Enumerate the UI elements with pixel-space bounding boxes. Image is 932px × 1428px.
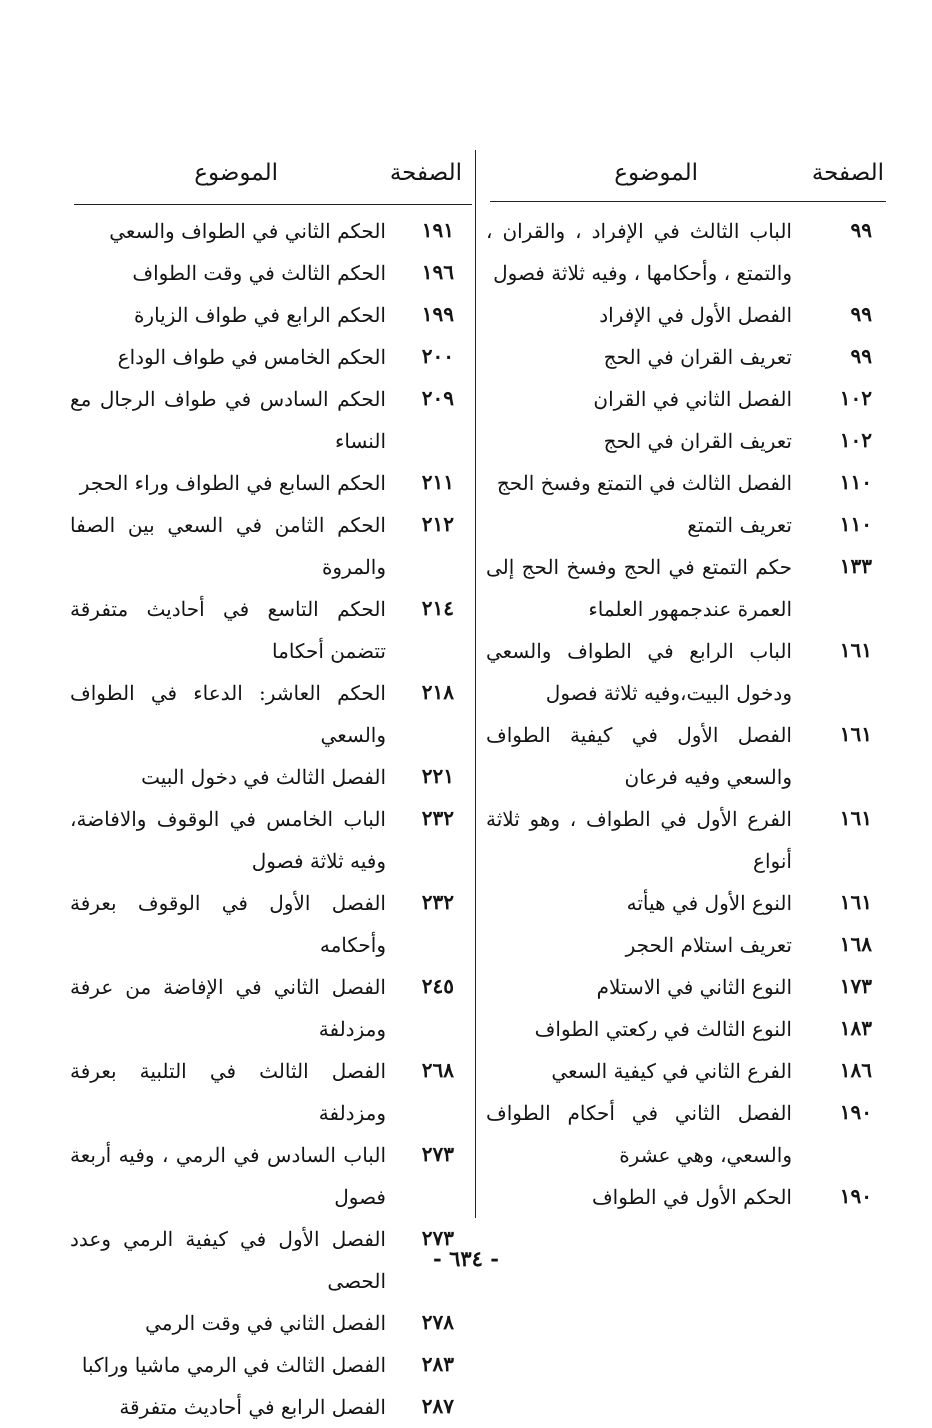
toc-entry: [70, 798, 470, 882]
toc-entry: [70, 462, 470, 504]
entry-topic: الفصل الثالث في الرمي ماشيا وراكبا: [81, 1353, 386, 1377]
entry-topic: الحكم الأول في الطواف: [591, 1185, 792, 1209]
toc-entry: [70, 294, 470, 336]
toc-entry: [70, 1134, 470, 1218]
entry-topic: الباب الثالث في الإفراد ، والقران ، والتمتع ، وأحكامها ، وفيه ثلاثة فصول: [486, 219, 792, 285]
toc-entry: [486, 420, 886, 462]
entry-page-number: ٢٧٣: [421, 1142, 454, 1166]
entry-page-number: ١٠٢: [839, 428, 872, 452]
right-header-rule: [490, 201, 886, 202]
toc-entry: [70, 588, 470, 672]
left-topic-header: الموضوع: [194, 160, 278, 186]
toc-entry: [70, 1050, 470, 1134]
toc-entry: [70, 1344, 470, 1386]
entry-topic: النوع الثاني في الاستلام: [596, 975, 792, 999]
entry-topic: تعريف استلام الحجر: [625, 933, 792, 957]
entry-page-number: ١٨٣: [839, 1016, 872, 1040]
entry-page-number: ٩٩: [850, 344, 872, 368]
entry-page-number: ٢٤٥: [421, 974, 454, 998]
entry-page-number: ٢٣٢: [421, 890, 454, 914]
entry-topic: الحكم الرابع في طواف الزيارة: [133, 303, 386, 327]
entry-page-number: ١٦٨: [839, 932, 872, 956]
entry-topic: الفصل الثالث في التلبية بعرفة ومزدلفة: [70, 1059, 386, 1125]
toc-entry: [486, 714, 886, 798]
column-divider: [475, 150, 476, 1218]
entry-page-number: ٩٩: [850, 218, 872, 242]
entry-page-number: ٢١٨: [421, 680, 454, 704]
entry-topic: الباب السادس في الرمي ، وفيه أربعة فصول: [70, 1143, 386, 1209]
entry-topic: الفصل الثالث في دخول البيت: [141, 765, 386, 789]
entry-page-number: ٢٣٢: [421, 806, 454, 830]
entry-page-number: ١٠٢: [839, 386, 872, 410]
entry-page-number: ١٦١: [839, 638, 872, 662]
entry-page-number: ٢٧٨: [421, 1310, 454, 1334]
right-page-header: الصفحة: [811, 160, 884, 186]
entry-page-number: ٢١٤: [421, 596, 454, 620]
entry-topic: الفصل الرابع في أحاديث متفرقة: [119, 1395, 386, 1419]
entry-topic: تعريف التمتع: [687, 513, 792, 537]
entry-page-number: ١٣٣: [839, 554, 872, 578]
entry-page-number: ١٩١: [421, 218, 454, 242]
entry-topic: الحكم الثاني في الطواف والسعي: [109, 219, 386, 243]
toc-entry: [70, 336, 470, 378]
entry-page-number: ٢٨٧: [421, 1394, 454, 1418]
entry-topic: الباب الرابع في الطواف والسعي ودخول البيت،وفيه ثلاثة فصول: [486, 639, 792, 705]
toc-entry: [486, 1008, 886, 1050]
toc-entry: [70, 210, 470, 252]
entry-topic: تعريف القران في الحج: [603, 345, 792, 369]
entry-page-number: ٢٧٣: [421, 1226, 454, 1250]
entry-topic: الفصل الأول في كيفية الطواف والسعي وفيه فرعان: [486, 723, 792, 789]
entry-page-number: ١١٠: [839, 512, 872, 536]
entry-topic: الحكم السابع في الطواف وراء الحجر: [79, 471, 386, 495]
toc-entry: [486, 210, 886, 294]
entry-topic: الباب الخامس في الوقوف والافاضة، وفيه ثلاثة فصول: [70, 807, 386, 873]
entry-topic: الحكم العاشر: الدعاء في الطواف والسعي: [70, 681, 386, 747]
toc-entry: [486, 294, 886, 336]
entry-topic: حكم التمتع في الحج وفسخ الحج إلى العمرة عندجمهور العلماء: [486, 555, 792, 621]
toc-entry: [486, 462, 886, 504]
toc-entry: [70, 378, 470, 462]
entry-page-number: ٢٦٨: [421, 1058, 454, 1082]
entry-page-number: ٩٩: [850, 302, 872, 326]
toc-entry: [70, 504, 470, 588]
left-page-header: الصفحة: [389, 160, 462, 186]
entry-page-number: ٢١١: [421, 470, 454, 494]
entry-page-number: ١٦١: [839, 722, 872, 746]
entry-topic: الفصل الثاني في وقت الرمي: [145, 1311, 386, 1335]
toc-entry: [486, 378, 886, 420]
entry-page-number: ١٦١: [839, 806, 872, 830]
toc-entry: [486, 630, 886, 714]
entry-topic: النوع الأول في هيأته: [626, 891, 792, 915]
entry-page-number: ١٩٩: [421, 302, 454, 326]
entry-topic: الفرع الأول في الطواف ، وهو ثلاثة أنواع: [486, 807, 792, 873]
entry-topic: تعريف القران في الحج: [603, 429, 792, 453]
toc-entry: [486, 882, 886, 924]
entry-topic: الفصل الثاني في الإفاضة من عرفة ومزدلفة: [70, 975, 386, 1041]
entry-topic: الفصل الثالث في التمتع وفسخ الحج: [496, 471, 792, 495]
right-column: [486, 210, 886, 1218]
page-number: - ٦٣٤ -: [433, 1246, 499, 1271]
toc-entry: [486, 1050, 886, 1092]
toc-entry: [70, 756, 470, 798]
entry-page-number: ١١٠: [839, 470, 872, 494]
entry-topic: الحكم الثالث في وقت الطواف: [132, 261, 386, 285]
entry-page-number: ١٩٦: [421, 260, 454, 284]
toc-entry: [486, 546, 886, 630]
entry-page-number: ٢٠٠: [421, 344, 454, 368]
entry-topic: الحكم الثامن في السعي بين الصفا والمروة: [70, 513, 386, 579]
entry-page-number: ١٦١: [839, 890, 872, 914]
entry-topic: الفرع الثاني في كيفية السعي: [551, 1059, 792, 1083]
entry-topic: الفصل الأول في الوقوف بعرفة وأحكامه: [70, 891, 386, 957]
toc-entry: [70, 966, 470, 1050]
entry-page-number: ٢٠٩: [421, 386, 454, 410]
entry-page-number: ٢٢١: [421, 764, 454, 788]
entry-topic: الفصل الأول في الإفراد: [599, 303, 792, 327]
toc-entry: [70, 1386, 470, 1428]
entry-topic: الفصل الأول في كيفية الرمي وعدد الحصى: [70, 1227, 386, 1293]
entry-topic: الفصل الثاني في أحكام الطواف والسعي، وهي عشرة: [486, 1101, 792, 1167]
toc-entry: [70, 672, 470, 756]
toc-entry: [486, 1092, 886, 1176]
entry-page-number: ١٧٣: [839, 974, 872, 998]
left-header-rule: [74, 204, 472, 205]
entry-topic: الحكم التاسع في أحاديث متفرقة تتضمن أحكاما: [70, 597, 386, 663]
toc-entry: [486, 798, 886, 882]
toc-entry: [486, 336, 886, 378]
entry-topic: الفصل الثاني في القران: [593, 387, 792, 411]
toc-entry: [486, 504, 886, 546]
entry-topic: الحكم الخامس في طواف الوداع: [117, 345, 386, 369]
entry-page-number: ١٩٠: [839, 1184, 872, 1208]
entry-page-number: ١٨٦: [839, 1058, 872, 1082]
entry-topic: النوع الثالث في ركعتي الطواف: [534, 1017, 792, 1041]
toc-entry: [486, 1176, 886, 1218]
toc-entry: [70, 882, 470, 966]
toc-entry: [486, 966, 886, 1008]
toc-entry: [70, 252, 470, 294]
entry-page-number: ٢٨٣: [421, 1352, 454, 1376]
toc-entry: [486, 924, 886, 966]
toc-entry: [70, 1302, 470, 1344]
right-topic-header: الموضوع: [614, 160, 698, 186]
entry-page-number: ٢١٢: [421, 512, 454, 536]
entry-page-number: ١٩٠: [839, 1100, 872, 1124]
entry-topic: الحكم السادس في طواف الرجال مع النساء: [70, 387, 386, 453]
